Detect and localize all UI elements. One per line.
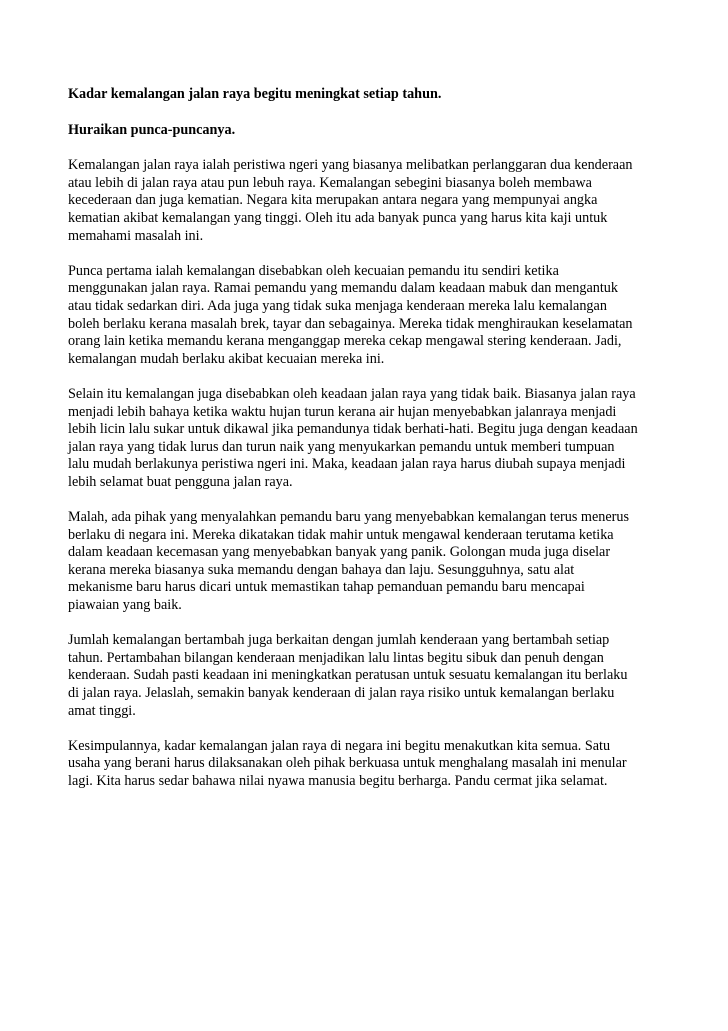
text-line: atau lebih di jalan raya atau pun lebuh raya. Kemalangan sebegini biasanya boleh membawa bbox=[68, 174, 592, 191]
text-line: berlaku di negara ini. Mereka dikatakan tidak mahir untuk mengawal kenderaan terutama ketika bbox=[68, 526, 614, 543]
paragraph-2 bbox=[68, 263, 668, 369]
essay-title: Kadar kemalangan jalan raya begitu meningkat setiap tahun. bbox=[68, 86, 442, 102]
text-line: lebih selamat buat pengguna jalan raya. bbox=[68, 473, 293, 490]
text-line: lagi. Kita harus sedar bahawa nilai nyawa manusia begitu berharga. Pandu cermat jika selamat. bbox=[68, 772, 608, 789]
text-line: jalan raya yang tidak lurus dan turun naik yang menyukarkan pemandu untuk memberi tumpuan bbox=[68, 438, 615, 455]
text-line: kerana mereka biasanya suka memandu dengan bahaya dan laju. Sesungguhnya, satu alat bbox=[68, 561, 575, 578]
text-line: orang lain ketika memandu kerana menganggap mereka cekap mengawal stering kenderaan. Jadi, bbox=[68, 333, 622, 350]
text-line: atau tidak sedarkan diri. Ada juga yang tidak suka menjaga kenderaan mereka lalu kemalangan bbox=[68, 297, 607, 314]
text-line: kematian akibat kemalangan yang tinggi. Oleh itu ada banyak punca yang harus kita kaji untuk bbox=[68, 209, 608, 226]
text-line: lalu mudah berlakunya peristiwa ngeri ini. Maka, keadaan jalan raya harus diubah supaya menjadi bbox=[68, 456, 626, 473]
text-line: kenderaan. Sudah pasti keadaan ini meningkatkan peratusan untuk sesuatu kemalangan itu berlaku bbox=[68, 667, 628, 684]
paragraph-1 bbox=[68, 157, 668, 245]
paragraph-3 bbox=[68, 386, 668, 492]
text-line: di jalan raya. Jelaslah, semakin banyak kenderaan di jalan raya risiko untuk kemalangan berlaku bbox=[68, 685, 615, 701]
text-line: amat tinggi. bbox=[68, 702, 136, 719]
text-line: Selain itu kemalangan juga disebabkan oleh keadaan jalan raya yang tidak baik. Biasanya jalan raya bbox=[68, 385, 636, 402]
text-line: menjadi lebih bahaya ketika waktu hujan turun kerana air hujan menyebabkan jalanraya menjadi bbox=[68, 403, 617, 420]
text-line: boleh berlaku kerana masalah brek, tayar dan sebagainya. Mereka tidak menghiraukan keselamatan bbox=[68, 315, 633, 332]
text-line: usaha yang berani harus dilaksanakan oleh pihak berkuasa untuk menghalang masalah ini menular bbox=[68, 755, 627, 772]
text-line: dalam keadaan kecemasan yang menyebabkan banyak yang panik. Golongan muda juga diselar bbox=[68, 544, 611, 561]
paragraphs-container bbox=[68, 157, 668, 790]
document-body bbox=[68, 86, 668, 808]
paragraph-6 bbox=[68, 738, 668, 791]
text-line: kecederaan dan juga kematian. Negara kita merupakan antara negara yang mempunyai angka bbox=[68, 192, 598, 209]
text-line: tahun. Pertambahan bilangan kenderaan menjadikan lalu lintas begitu sibuk dan penuh dengan bbox=[68, 649, 604, 666]
text-line: Jumlah kemalangan bertambah juga berkaitan dengan jumlah kenderaan yang bertambah setiap bbox=[68, 632, 610, 649]
text-line: mekanisme baru harus dicari untuk memastikan tahap pemanduan pemandu baru mencapai bbox=[68, 579, 585, 596]
text-line: lebih licin lalu sukar untuk dikawal jika pemandunya tidak berhati-hati. Begitu juga dengan keadaan bbox=[68, 421, 638, 438]
paragraph-4 bbox=[68, 509, 668, 615]
text-line: memahami masalah ini. bbox=[68, 227, 204, 244]
text-line: Kemalangan jalan raya ialah peristiwa ngeri yang biasanya melibatkan perlanggaran dua kenderaan bbox=[68, 157, 633, 174]
essay-subtitle: Huraikan punca-puncanya. bbox=[68, 121, 236, 138]
paragraph-5 bbox=[68, 632, 668, 720]
text-line: Punca pertama ialah kemalangan disebabkan oleh kecuaian pemandu itu sendiri ketika bbox=[68, 262, 559, 279]
text-line: piawaian yang baik. bbox=[68, 597, 182, 614]
text-line: kemalangan mudah berlaku akibat kecuaian mereka ini. bbox=[68, 350, 385, 367]
text-line: menggunakan jalan raya. Ramai pemandu yang memandu dalam keadaan mabuk dan mengantuk bbox=[68, 280, 618, 297]
text-line: Malah, ada pihak yang menyalahkan pemandu baru yang menyebabkan kemalangan terus menerus bbox=[68, 509, 629, 526]
text-line: Kesimpulannya, kadar kemalangan jalan raya di negara ini begitu menakutkan kita semua. Satu bbox=[68, 737, 611, 754]
